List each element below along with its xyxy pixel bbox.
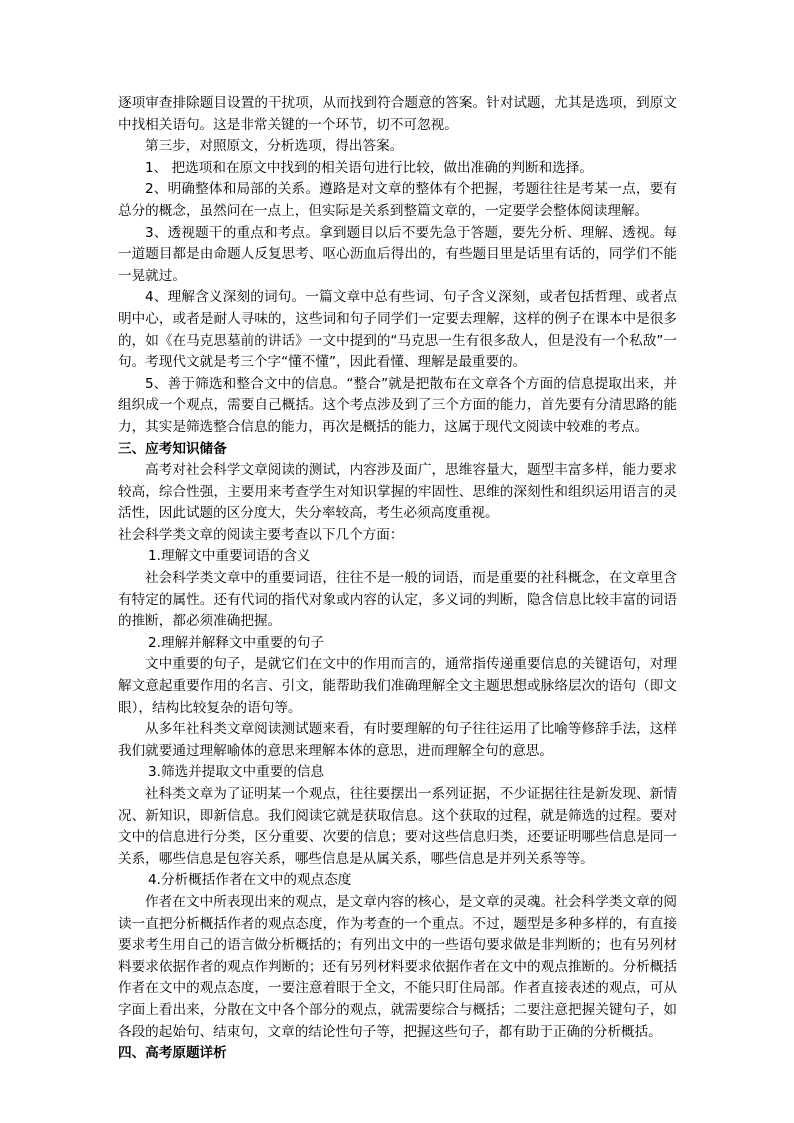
paragraph-item2-b: 从多年社科类文章阅读测试题来看，有时要理解的句子往往运用了比喻等修辞手法，这样我们就要通过理解喻体的意思来理解本体的意思，进而理解全句的意思。 — [118, 721, 677, 759]
subheading-item1: 1.理解文中重要词语的含义 — [148, 548, 311, 565]
paragraph-item2-a: 文中重要的句子，是就它们在文中的作用而言的，通常指传递重要信息的关键语句，对理解文意起重要作用的名言、引文，能帮助我们准确理解全文主题思想或脉络层次的语句（即文眼），结构比较复杂的语句等。 — [118, 656, 677, 716]
subheading-item4: 4.分析概括作者在文中的观点态度 — [148, 872, 352, 889]
section-heading-4: 四、高考原题详析 — [118, 1045, 227, 1062]
paragraph-item1: 社会科学类文章中的重要词语，往往不是一般的词语，而是重要的社科概念，在文章里含有特定的属性。还有代词的指代对象或内容的认定，多义词的判断，隐含信息比较丰富的词语的推断，都必须准确把握。 — [118, 570, 677, 630]
section-heading-3: 三、应考知识储备 — [118, 440, 227, 457]
paragraph-intro-tail: 逐项审查排除题目设置的干扰项，从而找到符合题意的答案。针对试题，尤其是选项，到原文中找相关语句。这是非常关键的一个环节，切不可忽视。 — [118, 95, 677, 133]
subheading-item3: 3.筛选并提取文中重要的信息 — [148, 764, 325, 781]
paragraph-section3-lead: 社会科学类文章的阅读主要考查以下几个方面： — [118, 526, 404, 543]
paragraph-section3-intro: 高考对社会科学文章阅读的测试，内容涉及面广，思维容量大，题型丰富多样，能力要求较高，综合性强，主要用来考查学生对知识掌握的牢固性、思维的深刻性和组织运用语言的灵活性，因此试题的区分度大，失分率较高，考生必须高度重视。 — [118, 462, 677, 522]
paragraph-point3: 3、透视题干的重点和考点。拿到题目以后不要先急于答题，要先分析、理解、透视。每一道题目都是由命题人反复思考、呕心沥血后得出的，有些题目里是话里有话的，同学们不能一晃就过。 — [118, 224, 677, 284]
paragraph-item3: 社科类文章为了证明某一个观点，往往要摆出一系列证据，不少证据往往是新发现、新情况、新知识，即新信息。我们阅读它就是获取信息。这个获取的过程，就是筛选的过程。要对文中的信息进行分类，区分重要、次要的信息；要对这些信息归类，还要证明哪些信息是同一关系，哪些信息是包容关系，哪些信息是从属关系，哪些信息是并列关系等等。 — [118, 786, 677, 867]
paragraph-point5: 5、善于筛选和整合文中的信息。“整合”就是把散布在文章各个方面的信息提取出来，并组织成一个观点，需要自己概括。这个考点涉及到了三个方面的能力，首先要有分清思路的能力，其实是筛选整合信息的能力，再次是概括的能力，这属于现代文阅读中较难的考点。 — [118, 375, 677, 435]
paragraph-item4: 作者在文中所表现出来的观点，是文章内容的核心，是文章的灵魂。社会科学类文章的阅读一直把分析概括作者的观点态度，作为考查的一个重点。不过，题型是多种多样的，有直接要求考生用自己的语言做分析概括的；有列出文中的一些语句要求做是非判断的；也有另列材料要求依据作者的观点作判断的；还有另列材料要求依据作者在文中的观点推断的。分析概括作者在文中的观点态度，一要注意着眼于全文，不能只盯住局部。作者直接表述的观点，可从字面上看出来，分散在文中各个部分的观点，就需要综合与概括；二要注意把握关键句子，如各段的起始句、结束句，文章的结论性句子等，把握这些句子，都有助于正确的分析概括。 — [118, 893, 677, 1040]
paragraph-step3: 第三步，对照原文，分析选项，得出答案。 — [145, 138, 404, 155]
paragraph-point2: 2、明确整体和局部的关系。遵路是对文章的整体有个把握，考题往往是考某一点，要有总分的概念，虽然问在一点上，但实际是关系到整篇文章的，一定要学会整体阅读理解。 — [118, 181, 677, 219]
paragraph-point4: 4、理解含义深刻的词句。一篇文章中总有些词、句子含义深刻，或者包括哲理、或者点明中心，或者是耐人寻味的，这些词和句子同学们一定要去理解，这样的例子在课本中是很多的，如《在马克思墓前的讲话》一文中提到的“马克思一生有很多敌人，但是没有一个私敌”一句。考现代文就是考三个字“懂不懂”，因此看懂、理解是最重要的。 — [118, 289, 677, 371]
subheading-item2: 2.理解并解释文中重要的句子 — [148, 634, 325, 651]
paragraph-point1: 1、 把选项和在原文中找到的相关语句进行比较，做出准确的判断和选择。 — [145, 159, 593, 176]
document-page — [118, 93, 677, 1065]
